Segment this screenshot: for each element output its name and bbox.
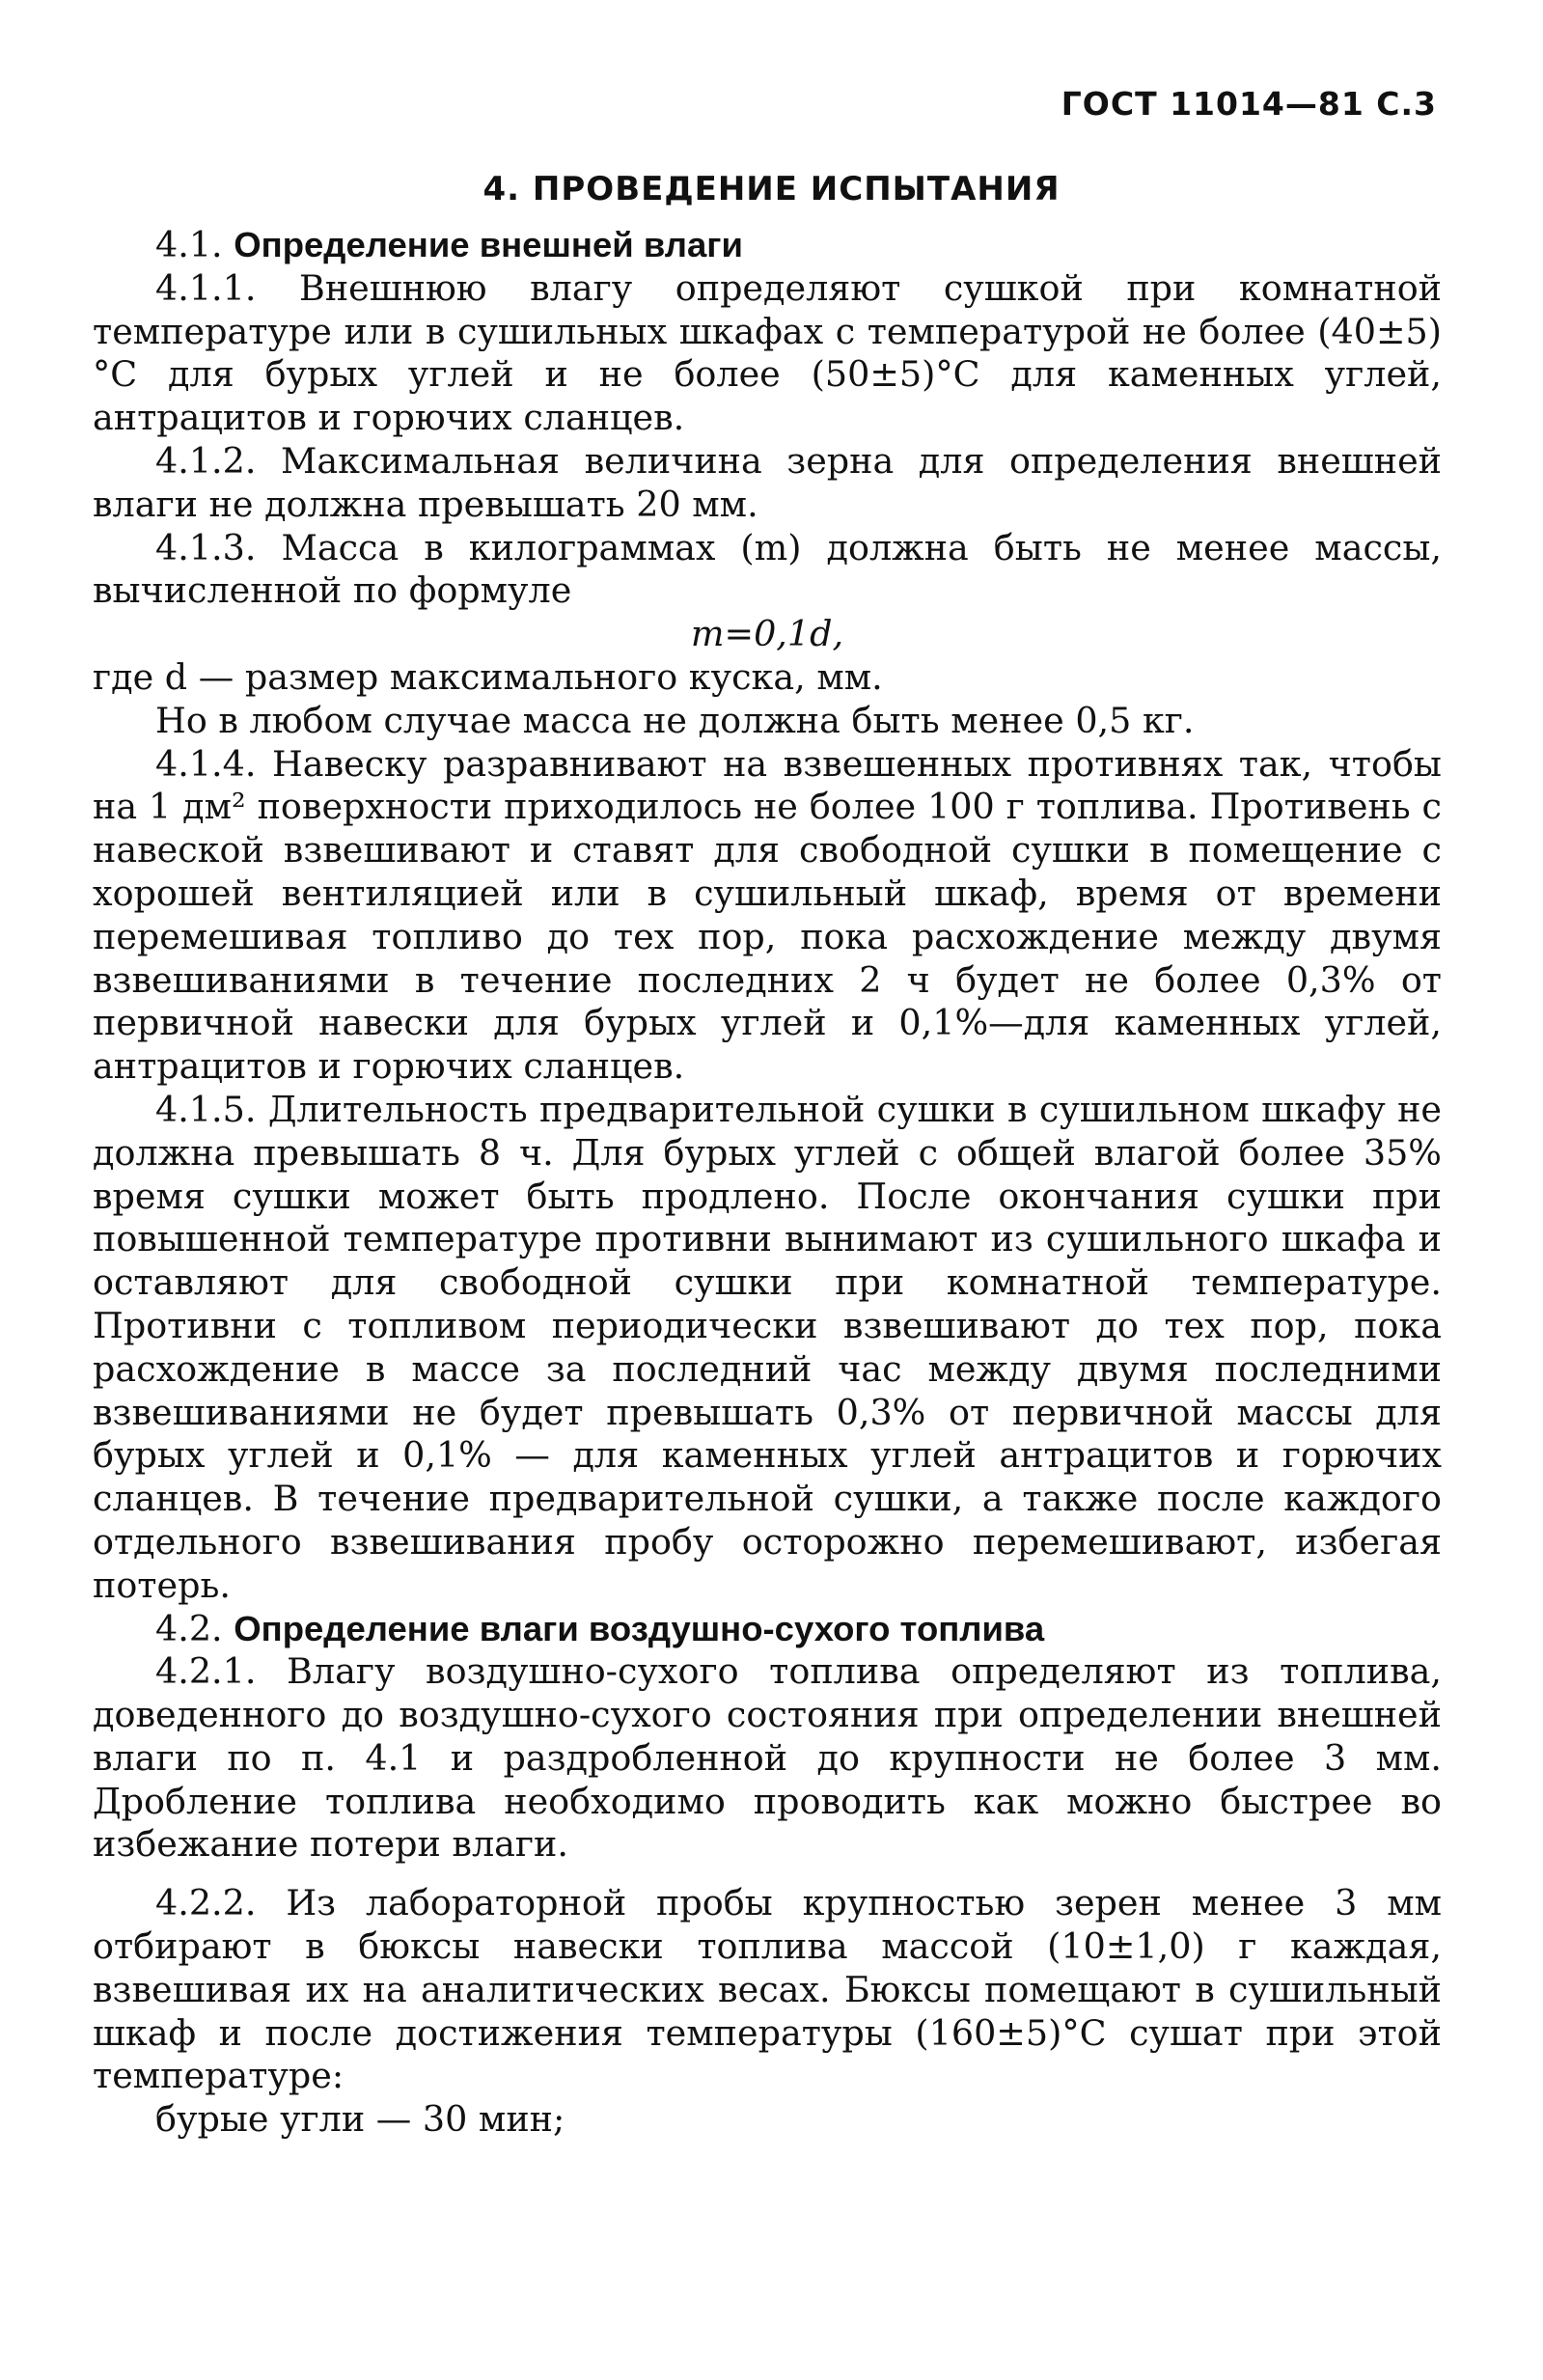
subsection-title: Определение влаги воздушно-сухого топлива <box>234 1608 1045 1648</box>
subsection-number: 4.1. <box>155 224 223 265</box>
section-title: 4. ПРОВЕДЕНИЕ ИСПЫТАНИЯ <box>482 170 1061 208</box>
paragraph-4-1-2: 4.1.2. Максимальная величина зерна для определения внешней влаги не должна превышать 20 мм. <box>93 439 1442 525</box>
subsection-heading-4-2 <box>93 1608 1442 1651</box>
running-head: ГОСТ 11014—81 С.3 <box>1061 85 1437 123</box>
paragraph-4-1-4: 4.1.4. Навеску разравнивают на взвешенных противнях так, чтобы на 1 дм² поверхности приходилось не более 100 г топлива. Противень с навеской взвешивают и ставят для свободной сушки в помещение с хорошей вентиляцией или в сушильный шкаф, время от времени перемешивая топливо до тех пор, пока расхождение между двумя взвешиваниями в течение последних 2 ч будет не более 0,3% от первичной навески для бурых углей и 0,1%—для каменных углей, антрацитов и горючих сланцев. <box>93 742 1442 1088</box>
subsection-heading-4-1 <box>93 224 1442 267</box>
formula-explanation: где d — размер максимального куска, мм. <box>93 655 883 698</box>
subsection-title: Определение внешней влаги <box>234 225 743 264</box>
document-body <box>93 224 1442 2142</box>
paragraph-4-1-5: 4.1.5. Длительность предварительной сушки в сушильном шкафу не должна превышать 8 ч. Для бурых углей с общей влагой более 35% время сушки может быть продлено. После окончания сушки при повышенной температуре противни вынимают из сушильного шкафа и оставляют для свободной сушки при комнатной температуре. Противни с топливом периодически взвешивают до тех пор, пока расхождение в массе за последний час между двумя последними взвешиваниями не будет превышать 0,3% от первичной массы для бурых углей и 0,1% — для каменных углей антрацитов и горючих сланцев. В течение предварительной сушки, а также после каждого отдельного взвешивания пробу осторожно перемешивают, избегая потерь. <box>93 1088 1442 1606</box>
paragraph-4-2-1: 4.2.1. Влагу воздушно-сухого топлива определяют из топлива, доведенного до воздушно-сухого состояния при определении внешней влаги по п. 4.1 и раздробленной до крупности не более 3 мм. Дробление топлива необходимо проводить как можно быстрее во избежание потери влаги. <box>93 1650 1442 1866</box>
paragraph-4-2-2: 4.2.2. Из лабораторной пробы крупностью зерен менее 3 мм отбирают в бюксы навески топлива массой (10±1,0) г каждая, взвешивая их на аналитических весах. Бюксы помещают в сушильный шкаф и после достижения температуры (160±5)°С сушат при этой температуре: <box>93 1882 1442 2097</box>
subsection-number: 4.2. <box>155 1607 223 1649</box>
paragraph-4-1-1: 4.1.1. Внешнюю влагу определяют сушкой при комнатной температуре или в сушильных шкафах с температурой не более (40±5)°С для бурых углей и не более (50±5)°С для каменных углей, антрацитов и горючих сланцев. <box>93 266 1442 439</box>
formula: m=0,1d, <box>690 613 844 655</box>
paragraph-min-mass: Но в любом случае масса не должна быть менее 0,5 кг. <box>155 699 1195 741</box>
paragraph-4-1-3: 4.1.3. Масса в килограммах (m) должна быть не менее массы, вычисленной по формуле <box>93 526 1442 612</box>
paragraph-brown-coal: бурые угли — 30 мин; <box>155 2098 565 2141</box>
